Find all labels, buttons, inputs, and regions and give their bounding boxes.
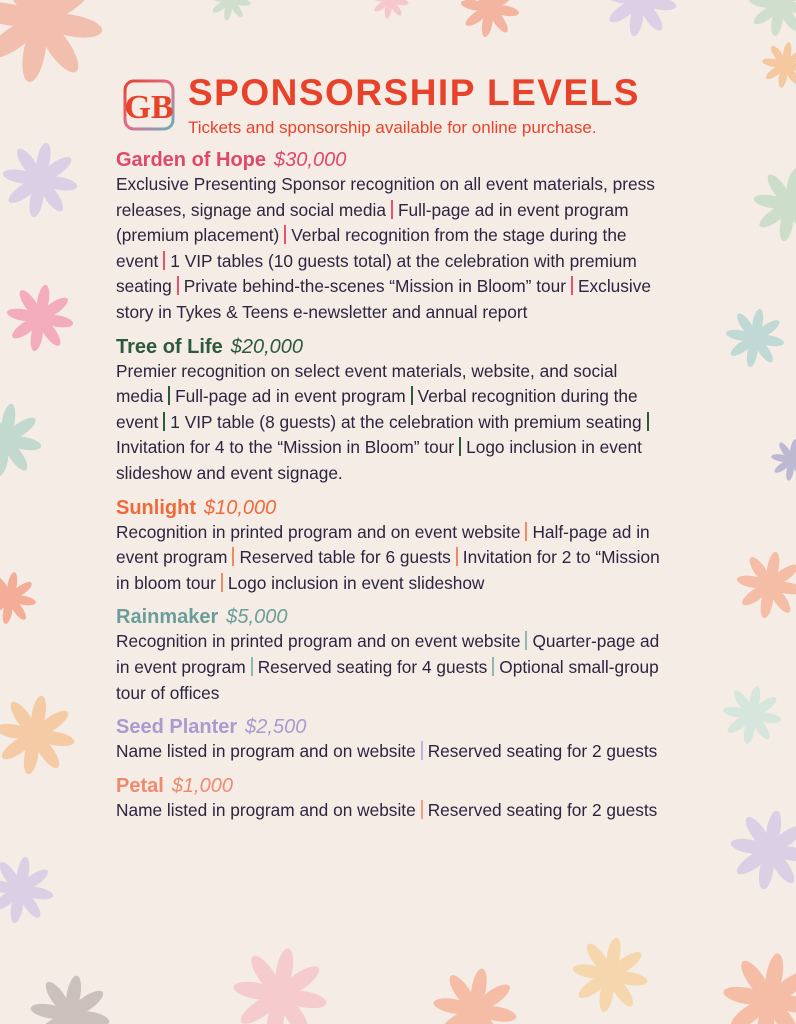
separator <box>456 547 458 566</box>
flower-icon <box>725 308 785 368</box>
benefit-item: Name listed in program and on website <box>116 741 416 762</box>
header <box>116 70 676 148</box>
level-price: $2,500 <box>245 716 307 739</box>
separator <box>251 657 253 676</box>
level-heading <box>116 715 676 739</box>
logo <box>122 78 176 132</box>
flower-icon <box>572 937 649 1014</box>
level-name: Petal <box>116 774 164 797</box>
flower-icon <box>603 0 678 37</box>
benefit-item: Invitation for 2 to “Mission in bloom tour <box>116 547 660 593</box>
benefit-item: Quarter-page ad in event program <box>116 631 660 677</box>
level-benefits <box>116 629 666 706</box>
separator <box>163 412 165 431</box>
sponsorship-level <box>116 774 676 824</box>
flower-icon <box>0 571 37 624</box>
flower-icon <box>432 967 517 1024</box>
svg-text:GB: GB <box>124 89 174 126</box>
sponsorship-level <box>116 148 676 326</box>
level-benefits <box>116 172 666 326</box>
level-name: Sunlight <box>116 496 196 519</box>
flower-icon <box>2 142 79 219</box>
level-price: $30,000 <box>274 149 347 171</box>
benefit-item: Half-page ad in event program <box>116 521 650 568</box>
flower-icon <box>371 0 409 19</box>
flower-icon <box>722 952 796 1024</box>
level-heading <box>116 496 676 520</box>
flower-icon <box>460 0 520 38</box>
flower-icon <box>0 0 104 84</box>
page-subtitle: Tickets and sponsorship available for online purchase. <box>188 118 597 137</box>
sponsorship-levels-list <box>116 148 676 823</box>
benefit-item: Private behind-the-scenes “Mission in Bloom” tour <box>183 276 567 297</box>
level-benefits <box>116 798 666 824</box>
benefit-item: Recognition in printed program and on event website <box>116 521 521 542</box>
level-heading <box>116 148 676 172</box>
benefit-item: 1 VIP table (8 guests) at the celebration with premium seating <box>170 411 642 432</box>
separator <box>525 522 527 541</box>
level-price: $5,000 <box>226 606 288 629</box>
benefit-item: 1 VIP tables (10 guests total) at the celebration with premium seating <box>116 250 637 297</box>
separator <box>492 657 494 676</box>
separator <box>221 573 223 592</box>
benefit-item: Verbal recognition during the event <box>116 386 638 432</box>
flower-icon <box>209 0 252 21</box>
sponsorship-level <box>116 335 676 487</box>
sponsorship-flyer <box>116 70 676 832</box>
benefit-item: Optional small-group tour of offices <box>116 656 659 703</box>
benefit-item: Reserved seating for 2 guests <box>427 741 658 762</box>
flower-icon <box>722 685 782 745</box>
separator <box>177 276 179 295</box>
level-heading <box>116 605 676 629</box>
flower-icon <box>0 695 75 776</box>
separator <box>571 276 573 295</box>
flower-icon <box>730 810 796 891</box>
benefit-item: Full-page ad in event program <box>175 386 406 407</box>
benefit-item: Invitation for 4 to the “Mission in Bloom” tour <box>116 437 455 458</box>
level-benefits <box>116 359 666 487</box>
page-title: SPONSORSHIP LEVELS <box>188 72 640 113</box>
sponsorship-level <box>116 496 676 597</box>
separator <box>232 547 234 566</box>
flower-icon <box>762 42 796 89</box>
benefit-item: Reserved seating for 2 guests <box>427 799 658 820</box>
benefit-item: Recognition in printed program and on event website <box>116 631 521 652</box>
benefit-item: Premier recognition on select event materials, website, and social media <box>116 360 618 407</box>
benefit-item: Name listed in program and on website <box>116 799 416 820</box>
benefit-item: Exclusive story in Tykes & Teens e-newsletter and annual report <box>116 276 652 322</box>
separator <box>284 225 286 244</box>
level-benefits <box>116 520 666 597</box>
separator <box>421 741 423 760</box>
level-price: $10,000 <box>203 496 277 519</box>
benefit-item: Logo inclusion in event slideshow and event signage. <box>116 437 642 483</box>
flower-icon <box>0 403 42 478</box>
benefit-item: Logo inclusion in event slideshow <box>227 572 485 593</box>
benefit-item: Full-page ad in event program (premium placement) <box>116 199 629 246</box>
level-heading <box>116 774 676 798</box>
level-price: $20,000 <box>230 335 303 358</box>
level-price: $1,000 <box>171 774 233 797</box>
separator <box>647 412 649 431</box>
level-heading <box>116 335 676 359</box>
flower-icon <box>748 0 796 37</box>
level-name: Tree of Life <box>116 335 223 358</box>
benefit-item: Exclusive Presenting Sponsor recognition on all event materials, press releases, signage and social media <box>116 174 655 220</box>
flower-icon <box>771 439 796 482</box>
level-name: Garden of Hope <box>116 149 267 171</box>
level-benefits <box>116 739 666 765</box>
flower-icon <box>30 975 111 1024</box>
separator <box>459 437 461 456</box>
benefit-item: Reserved seating for 4 guests <box>257 656 488 677</box>
flower-icon <box>753 168 796 243</box>
level-name: Seed Planter <box>116 716 238 739</box>
separator <box>525 631 527 650</box>
separator <box>411 386 413 405</box>
flower-icon <box>736 551 796 619</box>
sponsorship-level <box>116 715 676 765</box>
benefit-item: Verbal recognition from the stage during the event <box>116 225 627 271</box>
separator <box>391 200 393 219</box>
separator <box>421 800 423 819</box>
sponsorship-level <box>116 605 676 706</box>
level-name: Rainmaker <box>116 606 219 629</box>
separator <box>163 251 165 270</box>
separator <box>168 386 170 405</box>
flower-icon <box>6 284 74 352</box>
flower-icon <box>232 947 328 1024</box>
flower-icon <box>0 856 54 924</box>
benefit-item: Reserved table for 6 guests <box>239 547 451 568</box>
